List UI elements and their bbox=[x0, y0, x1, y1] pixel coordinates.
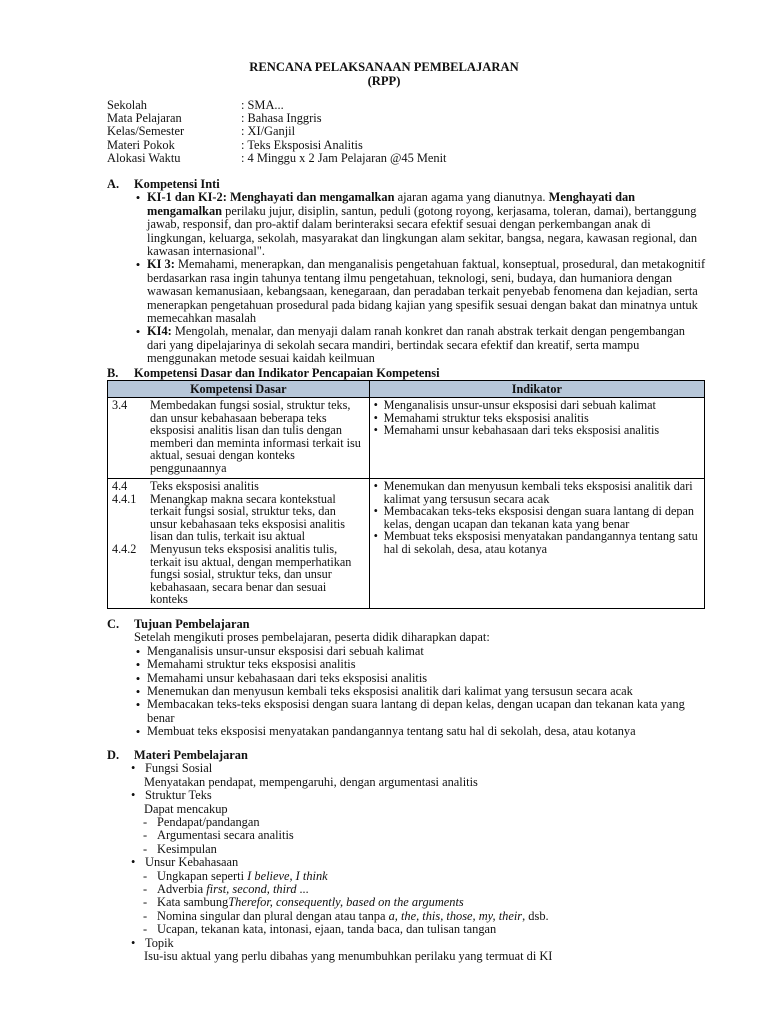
bullet-icon: • bbox=[135, 657, 141, 673]
materi-item: • Topik bbox=[131, 935, 174, 950]
table-header-row bbox=[108, 381, 705, 398]
bullet-icon: • bbox=[135, 684, 141, 700]
bullet-icon: • bbox=[373, 410, 378, 425]
list-item: • Menganalisis unsur-unsur eksposisi dari sebuah kalimat bbox=[129, 645, 707, 658]
sub-list-item: - Nomina singular dan plural dengan atau tanpa a, the, this, those, my, their, dsb. bbox=[143, 908, 549, 923]
bullet-icon: • bbox=[135, 643, 141, 659]
info-row bbox=[107, 99, 667, 112]
bullet-icon: • bbox=[135, 697, 141, 713]
bullet-icon: • bbox=[131, 855, 136, 870]
title-line-2: (RPP) bbox=[367, 74, 401, 88]
bullet-icon: • bbox=[131, 788, 136, 803]
info-row bbox=[107, 112, 667, 125]
document-title bbox=[0, 60, 768, 88]
section-materi: D. Materi Pembelajaran • Fungsi Sosial Menyatakan pendapat, mempengaruhi, dengan argumentasi analitis • Struktur Teks Dapat mencakup - Pendapat/pandangan - Argumentasi secara analitis - Kesimpulan • Unsur Kebahasaan - Ungkapan seperti I believe, I think - Adverbia first, second, third ... - Kata sambungTherefor, consequently, based on the arguments - Nomina singular dan plural dengan atau tanpa a, the, this, those, my, their, dsb. - Ucapan, tekanan kata, intonasi, ejaan, tanda baca, dan tulisan tangan • Topik Isu-isu aktual yang perlu dibahas yang menumbuhkan perilaku yang termuat di KI bbox=[107, 749, 707, 964]
bullet-icon: • bbox=[135, 724, 141, 740]
info-value: : Teks Eksposisi Analitis bbox=[241, 137, 363, 152]
indicator-item: • Menemukan dan menyusun kembali teks eksposisi analitik dari kalimat yang tersusun secara acak bbox=[373, 479, 693, 506]
bullet-icon: • bbox=[135, 190, 141, 206]
bullet-icon: • bbox=[135, 257, 141, 273]
kd-cell: 3.4 Membedakan fungsi sosial, struktur teks, dan unsur kebahasaan beberapa teks eksposisi analitis lisan dan tulis dengan memberi dan meminta informasi terkait isu aktual, sesuai dengan konteks penggunaannya bbox=[108, 398, 370, 479]
section-heading: B. Kompetensi Dasar dan Indikator Pencapaian Kompetensi bbox=[107, 366, 440, 380]
indicator-item: • Menganalisis unsur-unsur eksposisi dari sebuah kalimat bbox=[373, 398, 656, 412]
ki-3-item: • KI 3: Memahami, menerapkan, dan menganalisis pengetahuan faktual, konseptual, prosedural, dan metakognitif berdasarkan rasa ingin tahunya tentang ilmu pengetahuan, teknologi, seni, budaya, dan humaniora dengan wawasan kemanusiaan, kebangsaan, kenegaraan, dan peradaban terkait penyebab fenomena dan kejadian, serta menerapkan pengetahuan prosedural pada bidang kajian yang spesifik sesuai dengan bakat dan minatnya untuk memecahkan masalah bbox=[129, 258, 707, 325]
list-item: • Memahami unsur kebahasaan dari teks eksposisi analitis bbox=[129, 672, 707, 685]
list-item: • Menemukan dan menyusun kembali teks eksposisi analitik dari kalimat yang tersusun secara acak bbox=[129, 685, 707, 698]
identity-block bbox=[107, 99, 667, 165]
table-row bbox=[108, 398, 705, 479]
section-heading: A. Kompetensi Inti bbox=[107, 177, 220, 191]
bullet-icon: • bbox=[373, 504, 378, 519]
info-label: Materi Pokok bbox=[107, 137, 175, 152]
indicator-item: • Memahami struktur teks eksposisi analitis bbox=[373, 410, 589, 425]
section-heading: C. Tujuan Pembelajaran bbox=[107, 617, 250, 631]
bullet-icon: • bbox=[373, 479, 378, 493]
sub-list-item: - Ungkapan seperti I believe, I think bbox=[143, 868, 328, 883]
materi-item: • Fungsi Sosial bbox=[131, 761, 213, 776]
bullet-icon: • bbox=[373, 423, 378, 438]
info-label: Alokasi Waktu bbox=[107, 150, 181, 165]
info-label: Sekolah bbox=[107, 98, 147, 112]
ki-4-item: • KI4: Mengolah, menalar, dan menyaji dalam ranah konkret dan ranah abstrak terkait dengan pengembangan dari yang dipelajarinya di sekolah secara mandiri, bertindak secara efektif dan kreatif, serta mampu menggunakan metode sesuai kaidah keilmuan bbox=[129, 325, 707, 365]
sub-list-item: - Ucapan, tekanan kata, intonasi, ejaan, tanda baca, dan tulisan tangan bbox=[143, 922, 497, 937]
materi-item: • Struktur Teks bbox=[131, 788, 212, 803]
list-item: • Membacakan teks-teks eksposisi dengan suara lantang di depan kelas, dengan ucapan dan tekanan kata yang benar bbox=[129, 698, 707, 725]
bullet-icon: • bbox=[135, 324, 141, 340]
bullet-icon: • bbox=[131, 935, 136, 950]
sub-list-item: - Kesimpulan bbox=[143, 841, 217, 856]
indicator-item: • Membuat teks eksposisi menyatakan pandangannya tentang satu hal di sekolah, desa, atau kotanya bbox=[373, 529, 698, 556]
bullet-icon: • bbox=[135, 670, 141, 686]
ki-1-2-item: • KI-1 dan KI-2: Menghayati dan mengamalkan ajaran agama yang dianutnya. Menghayati dan mengamalkan perilaku jujur, disiplin, santun, peduli (gotong royong, kerjasama, toleran, damai), bertanggung jawab, responsif, dan pro-aktif dalam berinteraksi secara efektif sesuai dengan perkembangan anak di lingkungan, keluarga, sekolah, masyarakat dan lingkungan alam sekitar, bangsa, negara, kawasan regional, dan kawasan internasional". bbox=[129, 191, 707, 258]
info-value: : SMA... bbox=[241, 98, 284, 112]
info-label: Mata Pelajaran bbox=[107, 111, 182, 126]
info-value: : Bahasa Inggris bbox=[241, 111, 322, 126]
section-heading: D. Materi Pembelajaran bbox=[107, 748, 248, 762]
kd-cell: 4.4 Teks eksposisi analitis 4.4.1 Menangkap makna secara kontekstual terkait fungsi sosial, struktur teks, dan unsur kebahasaan teks eksposisi analitis lisan dan tulis, terkait isu aktual 4.4.2 Menyusun teks eksposisi analitis tulis, terkait isu aktual, dengan memperhatikan fungsi sosial, struktur teks, dan unsur kebahasaan, secara benar dan sesuai konteks bbox=[108, 479, 370, 609]
sub-list-item: - Pendapat/pandangan bbox=[143, 815, 260, 830]
bullet-icon: • bbox=[373, 398, 378, 412]
list-item: • Membuat teks eksposisi menyatakan pandangannya tentang satu hal di sekolah, desa, atau kotanya bbox=[129, 725, 707, 738]
sub-list-item: - Kata sambungTherefor, consequently, based on the arguments bbox=[143, 895, 464, 910]
column-header: Kompetensi Dasar bbox=[108, 381, 370, 398]
indicator-cell bbox=[369, 479, 704, 609]
indicator-item: • Membacakan teks-teks eksposisi dengan suara lantang di depan kelas, dengan ucapan dan tekanan kata yang benar bbox=[373, 504, 694, 531]
column-header: Indikator bbox=[369, 381, 704, 398]
sub-list-item: - Argumentasi secara analitis bbox=[143, 828, 294, 843]
info-value: : XI/Ganjil bbox=[241, 124, 296, 139]
sub-list-item: - Adverbia first, second, third ... bbox=[143, 882, 310, 897]
info-label: Kelas/Semester bbox=[107, 124, 185, 139]
info-row bbox=[107, 152, 667, 165]
indicator-cell bbox=[369, 398, 704, 479]
section-tujuan bbox=[107, 618, 707, 739]
bullet-icon: • bbox=[131, 761, 136, 776]
indicator-item: • Memahami unsur kebahasaan dari teks eksposisi analitis bbox=[373, 423, 660, 438]
list-item: • Memahami struktur teks eksposisi analitis bbox=[129, 658, 707, 671]
competency-table bbox=[107, 380, 705, 609]
info-value: : 4 Minggu x 2 Jam Pelajaran @45 Menit bbox=[241, 150, 447, 165]
bullet-icon: • bbox=[373, 529, 378, 544]
section-kompetensi-dasar bbox=[107, 367, 707, 380]
title-line-1: RENCANA PELAKSANAAN PEMBELAJARAN bbox=[249, 60, 519, 74]
info-row bbox=[107, 139, 667, 152]
table-row bbox=[108, 479, 705, 609]
info-row bbox=[107, 125, 667, 138]
section-kompetensi-inti bbox=[107, 178, 707, 366]
materi-item: • Unsur Kebahasaan bbox=[131, 855, 239, 870]
tujuan-intro: Setelah mengikuti proses pembelajaran, peserta didik diharapkan dapat: bbox=[134, 630, 490, 645]
